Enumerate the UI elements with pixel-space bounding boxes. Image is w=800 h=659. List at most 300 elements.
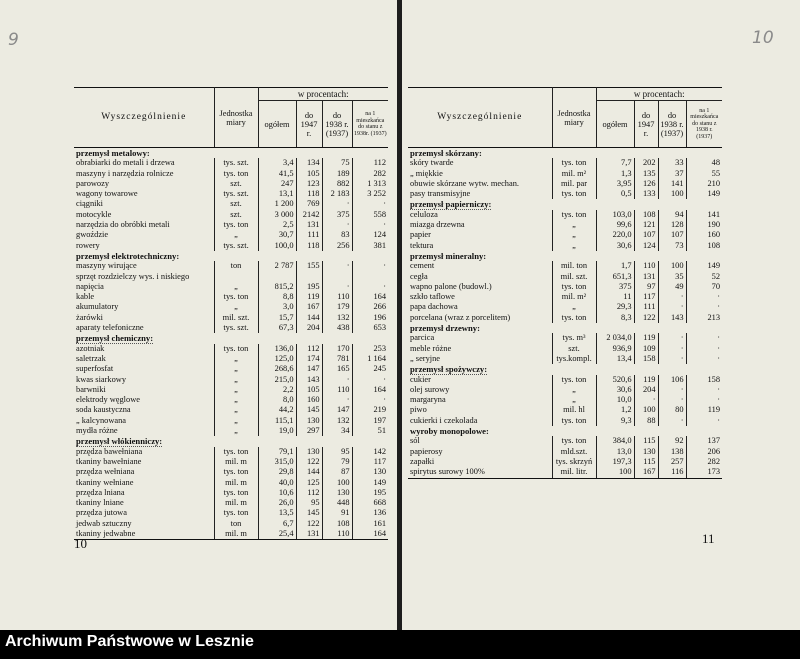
value-cell: 7,7: [596, 158, 634, 168]
value-cell: 1 164: [352, 354, 388, 364]
value-cell: 119: [634, 333, 658, 343]
row-label: „ kalcynowana: [76, 415, 126, 425]
handwritten-page-mark: 10: [752, 28, 774, 48]
table-row: [408, 230, 722, 240]
value-cell: 2,5: [258, 220, 296, 230]
value-cell: 40,0: [258, 478, 296, 488]
value-cell: 13,0: [596, 447, 634, 457]
value-cell: 115: [634, 457, 658, 467]
value-cell: 149: [686, 189, 722, 199]
row-label: maszyny i narzędzia rolnicze: [76, 168, 174, 178]
value-cell: 48: [686, 158, 722, 168]
table-row: [408, 333, 722, 343]
value-cell: 29,8: [258, 467, 296, 477]
table-row: [408, 313, 722, 323]
right-page: [402, 0, 800, 630]
unit-cell: „: [552, 302, 596, 312]
value-cell: ·: [352, 220, 388, 230]
value-cell: [322, 272, 352, 282]
row-label: przędza wełniana: [76, 467, 135, 477]
unit-cell: tys. szt.: [214, 158, 258, 168]
value-cell: 282: [686, 457, 722, 467]
table-row: [74, 179, 388, 189]
value-cell: 668: [352, 498, 388, 508]
value-cell: 108: [634, 210, 658, 220]
value-cell: 3,0: [258, 302, 296, 312]
value-cell: 167: [296, 302, 322, 312]
value-cell: ·: [658, 416, 686, 426]
row-label: pasy transmisyjne: [410, 189, 471, 199]
value-cell: ·: [658, 354, 686, 364]
unit-cell: tys. ton: [552, 375, 596, 385]
table-row: [74, 457, 388, 467]
value-cell: 195: [296, 282, 322, 292]
section-title: przemysł chemiczny:: [76, 333, 154, 344]
value-cell: 111: [296, 230, 322, 240]
table-row: [74, 354, 388, 364]
value-cell: 138: [658, 447, 686, 457]
unit-cell: „: [214, 416, 258, 426]
unit-cell: tys. ton: [214, 508, 258, 518]
table-row: [408, 344, 722, 354]
table-row: [408, 405, 722, 415]
value-cell: 257: [658, 457, 686, 467]
value-cell: 100: [634, 405, 658, 415]
unit-cell: mil. m: [214, 498, 258, 508]
value-cell: 2,2: [258, 385, 296, 395]
value-cell: 164: [352, 529, 388, 540]
value-cell: 35: [658, 272, 686, 282]
table-row: [74, 272, 388, 282]
value-cell: 219: [352, 405, 388, 415]
value-cell: 165: [322, 364, 352, 374]
row-label: „ seryjne: [410, 353, 440, 363]
section-header: [408, 251, 722, 261]
value-cell: 95: [296, 498, 322, 508]
table-row: [74, 519, 388, 529]
table-row: [74, 498, 388, 508]
header-unit: Jednostka miary: [214, 88, 258, 148]
value-cell: ·: [352, 375, 388, 385]
value-cell: 245: [352, 364, 388, 374]
value-cell: ·: [658, 333, 686, 343]
row-label: miazga drzewna: [410, 220, 465, 230]
value-cell: 170: [322, 344, 352, 354]
table-row: [74, 220, 388, 230]
value-cell: 882: [322, 179, 352, 189]
table-row: [74, 488, 388, 498]
unit-cell: tys. ton: [214, 292, 258, 302]
unit-cell: tys. ton: [214, 220, 258, 230]
value-cell: 179: [322, 302, 352, 312]
unit-cell: „: [214, 302, 258, 312]
value-cell: 8,3: [596, 313, 634, 323]
header-percent: w procentach:: [596, 88, 722, 101]
value-cell: 124: [352, 230, 388, 240]
value-cell: 149: [352, 478, 388, 488]
statistics-table-right: [408, 87, 722, 479]
value-cell: 95: [322, 447, 352, 457]
table-row: [408, 354, 722, 364]
value-cell: 115: [634, 436, 658, 446]
row-label: kwas siarkowy: [76, 374, 127, 384]
section-title: przemysł spożywczy:: [410, 364, 488, 375]
value-cell: 1,2: [596, 405, 634, 415]
value-cell: 143: [658, 313, 686, 323]
value-cell: 215,0: [258, 375, 296, 385]
value-cell: 213: [686, 313, 722, 323]
unit-cell: [214, 272, 258, 282]
value-cell: 1,7: [596, 261, 634, 271]
header-name: Wyszczególnienie: [74, 88, 214, 148]
statistics-table-left: [74, 87, 388, 540]
unit-cell: mil. ton: [552, 261, 596, 271]
value-cell: 80: [658, 405, 686, 415]
value-cell: 112: [296, 488, 322, 498]
value-cell: 25,4: [258, 529, 296, 540]
value-cell: 130: [322, 488, 352, 498]
row-label: obrabiarki do metali i drzewa: [76, 158, 175, 168]
table-body: [74, 148, 388, 540]
value-cell: 108: [322, 519, 352, 529]
value-cell: 79,1: [258, 447, 296, 457]
value-cell: ·: [686, 395, 722, 405]
value-cell: 117: [352, 457, 388, 467]
value-cell: 91: [322, 508, 352, 518]
value-cell: ·: [322, 220, 352, 230]
row-label: porcelana (wraz z porcelitem): [410, 312, 511, 322]
value-cell: 190: [686, 220, 722, 230]
value-cell: 815,2: [258, 282, 296, 292]
value-cell: 130: [352, 467, 388, 477]
table-row: [74, 529, 388, 540]
value-cell: ·: [686, 344, 722, 354]
value-cell: 8,8: [258, 292, 296, 302]
table-row: [74, 241, 388, 251]
section-title: przemysł drzewny:: [410, 323, 480, 334]
unit-cell: tys. skrzyń: [552, 457, 596, 467]
unit-cell: tys. szt.: [214, 323, 258, 333]
value-cell: 110: [322, 292, 352, 302]
value-cell: 210: [686, 179, 722, 189]
unit-cell: mil. szt.: [552, 272, 596, 282]
table-row: [74, 467, 388, 477]
table-row: [74, 323, 388, 333]
value-cell: 268,6: [258, 364, 296, 374]
value-cell: 116: [658, 467, 686, 478]
value-cell: 141: [658, 179, 686, 189]
value-cell: 141: [686, 210, 722, 220]
table-row: [408, 302, 722, 312]
unit-cell: tys. ton: [552, 189, 596, 199]
value-cell: 1,3: [596, 169, 634, 179]
left-page: [0, 0, 398, 630]
value-cell: 145: [296, 508, 322, 518]
row-label: „ miękkie: [410, 168, 443, 178]
row-label: maszyny wirujące: [76, 261, 137, 271]
table-row: [408, 395, 722, 405]
unit-cell: mil. m²: [552, 292, 596, 302]
row-label: barwniki: [76, 384, 106, 394]
table-row: [74, 230, 388, 240]
unit-cell: tys. ton: [552, 436, 596, 446]
value-cell: 105: [296, 169, 322, 179]
value-cell: 173: [686, 467, 722, 478]
value-cell: 119: [686, 405, 722, 415]
table-row: [408, 375, 722, 385]
table-row: [74, 447, 388, 457]
value-cell: 653: [352, 323, 388, 333]
unit-cell: „: [214, 230, 258, 240]
unit-cell: tys. szt.: [214, 241, 258, 251]
header-per-capita: na 1 mieszkańca do stanu z 1938r. (1937): [352, 101, 388, 148]
unit-cell: „: [214, 282, 258, 292]
value-cell: 117: [634, 292, 658, 302]
row-label: sól: [410, 436, 420, 446]
value-cell: 196: [352, 313, 388, 323]
header-percent: w procentach:: [258, 88, 388, 101]
unit-cell: mil. m: [214, 478, 258, 488]
value-cell: 155: [296, 261, 322, 271]
value-cell: 13,5: [258, 508, 296, 518]
value-cell: 111: [634, 302, 658, 312]
value-cell: [352, 272, 388, 282]
unit-cell: mil. m²: [552, 169, 596, 179]
unit-cell: tys.kompl.: [552, 354, 596, 364]
table-row: [408, 189, 722, 199]
unit-cell: ton: [214, 261, 258, 271]
unit-cell: szt.: [214, 199, 258, 209]
value-cell: ·: [322, 395, 352, 405]
unit-cell: mld.szt.: [552, 447, 596, 457]
unit-cell: tys. ton: [552, 158, 596, 168]
section-title: przemysł skórzany:: [410, 148, 482, 158]
value-cell: 79: [322, 457, 352, 467]
unit-cell: mil. m: [214, 529, 258, 540]
section-title: wyroby monopolowe:: [410, 426, 489, 437]
row-label: kable: [76, 292, 95, 302]
value-cell: 144: [296, 467, 322, 477]
value-cell: 110: [634, 261, 658, 271]
section-header: [74, 333, 388, 343]
table-row: [408, 416, 722, 426]
value-cell: 26,0: [258, 498, 296, 508]
unit-cell: „: [214, 385, 258, 395]
value-cell: 49: [658, 282, 686, 292]
header-unit: Jednostka miary: [552, 88, 596, 148]
row-label: wagony towarowe: [76, 189, 138, 199]
value-cell: 135: [634, 169, 658, 179]
value-cell: 122: [296, 519, 322, 529]
archive-name: Archiwum Państwowe w Lesznie: [5, 633, 254, 650]
value-cell: 118: [296, 241, 322, 251]
value-cell: 158: [686, 375, 722, 385]
value-cell: 97: [634, 282, 658, 292]
value-cell: 34: [322, 426, 352, 436]
row-label: zapałki: [410, 456, 435, 466]
row-label: parcica: [410, 333, 435, 343]
header-1947: do 1947 r.: [296, 101, 322, 148]
section-title: przemysł włókienniczy:: [76, 436, 163, 447]
value-cell: 256: [322, 241, 352, 251]
section-title: przemysł mineralny:: [410, 250, 487, 261]
value-cell: ·: [658, 395, 686, 405]
row-label: motocykle: [76, 209, 112, 219]
value-cell: 136: [352, 508, 388, 518]
value-cell: 125,0: [258, 354, 296, 364]
row-label: papa dachowa: [410, 302, 458, 312]
table-row: [408, 241, 722, 251]
section-header: [74, 251, 388, 261]
value-cell: 122: [296, 457, 322, 467]
value-cell: 67,3: [258, 323, 296, 333]
section-header: [74, 148, 388, 159]
value-cell: 253: [352, 344, 388, 354]
unit-cell: szt.: [214, 210, 258, 220]
row-label: spirytus surowy 100%: [408, 467, 552, 478]
value-cell: 142: [352, 447, 388, 457]
table-row: [74, 385, 388, 395]
value-cell: 161: [352, 519, 388, 529]
row-label: szkło taflowe: [410, 292, 455, 302]
value-cell: 126: [634, 179, 658, 189]
value-cell: 103,0: [596, 210, 634, 220]
table-row: [408, 158, 722, 168]
table-row: [74, 395, 388, 405]
value-cell: ·: [658, 344, 686, 354]
table-row: [408, 436, 722, 446]
value-cell: 164: [352, 385, 388, 395]
value-cell: 8,0: [258, 395, 296, 405]
value-cell: 124: [634, 241, 658, 251]
value-cell: ·: [686, 385, 722, 395]
value-cell: 220,0: [596, 230, 634, 240]
value-cell: 112: [352, 158, 388, 168]
row-label: papier: [410, 230, 431, 240]
value-cell: ·: [686, 302, 722, 312]
value-cell: 315,0: [258, 457, 296, 467]
unit-cell: „: [552, 385, 596, 395]
table-row: [74, 199, 388, 209]
table-body: [408, 148, 722, 479]
value-cell: 19,0: [258, 426, 296, 436]
value-cell: 206: [686, 447, 722, 457]
row-label: jedwab sztuczny: [76, 518, 132, 528]
value-cell: 44,2: [258, 405, 296, 415]
value-cell: ·: [352, 261, 388, 271]
value-cell: ·: [686, 416, 722, 426]
value-cell: 164: [352, 292, 388, 302]
header-1938: do 1938 r. (1937): [658, 101, 686, 148]
table-row: [408, 210, 722, 220]
section-header: [408, 426, 722, 436]
value-cell: 87: [322, 467, 352, 477]
table-row: [74, 282, 388, 292]
value-cell: 130: [634, 447, 658, 457]
value-cell: 112: [296, 344, 322, 354]
table-row: [408, 385, 722, 395]
value-cell: 51: [352, 426, 388, 436]
value-cell: 30,7: [258, 230, 296, 240]
unit-cell: „: [552, 241, 596, 251]
row-label: parowozy: [76, 178, 110, 188]
unit-cell: „: [214, 354, 258, 364]
value-cell: 769: [296, 199, 322, 209]
value-cell: 55: [686, 169, 722, 179]
row-label: cukierki i czekolada: [410, 415, 478, 425]
value-cell: 110: [322, 529, 352, 540]
header-name: Wyszczególnienie: [408, 88, 552, 148]
value-cell: ·: [322, 199, 352, 209]
section-header: [408, 199, 722, 209]
value-cell: 1 313: [352, 179, 388, 189]
table-row: [74, 169, 388, 179]
row-label: skóry twarde: [410, 158, 454, 168]
unit-cell: tys. ton: [552, 282, 596, 292]
row-label: piwo: [410, 405, 427, 415]
table-row: [408, 457, 722, 467]
value-cell: 121: [634, 220, 658, 230]
value-cell: ·: [322, 282, 352, 292]
unit-cell: tys. ton: [214, 488, 258, 498]
value-cell: 10,0: [596, 395, 634, 405]
value-cell: 136,0: [258, 344, 296, 354]
section-header: [408, 364, 722, 374]
unit-cell: tys. ton: [552, 416, 596, 426]
table-row: [408, 179, 722, 189]
value-cell: 204: [296, 323, 322, 333]
value-cell: 100,0: [258, 241, 296, 251]
unit-cell: „: [214, 405, 258, 415]
value-cell: 189: [322, 169, 352, 179]
value-cell: 297: [296, 426, 322, 436]
row-label: rowery: [76, 240, 100, 250]
section-header: [408, 148, 722, 159]
value-cell: ·: [658, 292, 686, 302]
table-row: [74, 344, 388, 354]
table-row: [74, 426, 388, 436]
value-cell: 52: [686, 272, 722, 282]
value-cell: 133: [634, 189, 658, 199]
unit-cell: „: [214, 375, 258, 385]
table-row: [408, 282, 722, 292]
value-cell: 13,4: [596, 354, 634, 364]
table-row: [408, 447, 722, 457]
row-label: ciągniki: [76, 199, 103, 209]
value-cell: 195: [352, 488, 388, 498]
value-cell: 167: [634, 467, 658, 478]
table-row: [74, 405, 388, 415]
value-cell: 119: [634, 375, 658, 385]
value-cell: 110: [322, 385, 352, 395]
value-cell: 11: [596, 292, 634, 302]
value-cell: ·: [686, 292, 722, 302]
value-cell: 375: [322, 210, 352, 220]
value-cell: 2 034,0: [596, 333, 634, 343]
unit-cell: tys. m³: [552, 333, 596, 343]
row-label: tkaniny jedwabne: [74, 529, 214, 540]
value-cell: 158: [634, 354, 658, 364]
row-label: mydła różne: [76, 426, 118, 436]
value-cell: 247: [258, 179, 296, 189]
unit-cell: mil. par: [552, 179, 596, 189]
section-title: przemysł metalowy:: [76, 148, 150, 158]
value-cell: 147: [322, 405, 352, 415]
row-label: superfosfat: [76, 364, 114, 374]
header-1947: do 1947 r.: [634, 101, 658, 148]
table-row: [74, 478, 388, 488]
value-cell: 266: [352, 302, 388, 312]
